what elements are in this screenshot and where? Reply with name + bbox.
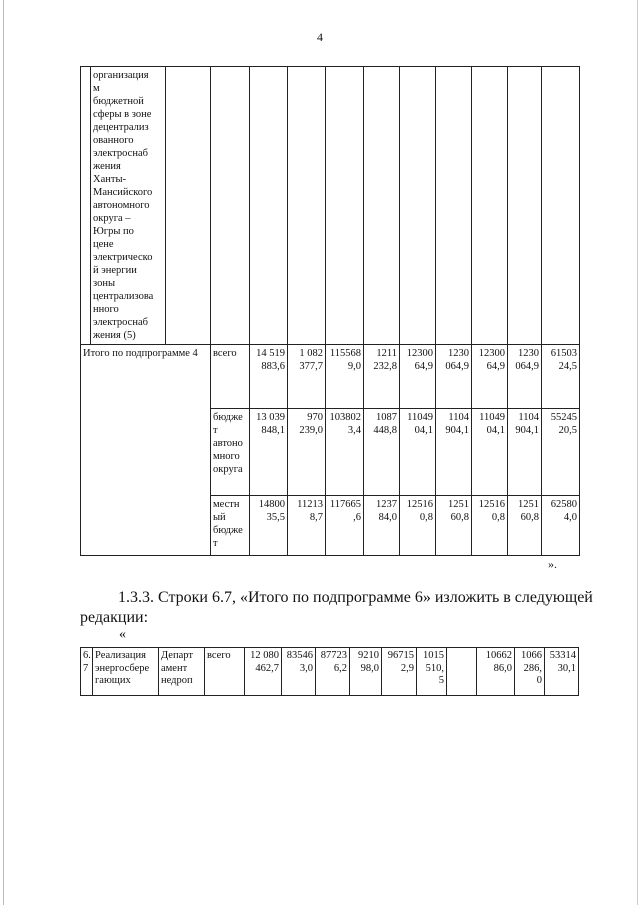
row-label: всего [205,648,245,696]
table-cell: 61503 24,5 [542,345,580,409]
table-cell: 115568 9,0 [326,345,364,409]
table-cell [447,648,477,696]
table-row [81,67,580,345]
table-cell: 83546 3,0 [282,648,316,696]
table-cell: 11049 04,1 [472,409,508,496]
table-cell: 1251 60,8 [508,496,542,556]
table-cell: 12516 0,8 [400,496,436,556]
row-label: местн ый бюдже т [211,496,250,556]
description-line: округа – [93,213,131,224]
description-line: Ханты- [93,174,127,185]
scan-edge-left [3,0,4,905]
description-line: централизова [93,291,154,302]
table-cell [508,67,542,345]
table-cell [250,67,288,345]
paragraph-line: 1.3.3. Строки 6.7, «Итого по подпрограмме 6» изложить в следующей [118,589,593,606]
table-cell: 1230 064,9 [436,345,472,409]
description-line: жения [93,161,121,172]
description-line: нного [93,304,119,315]
table-cell: 1087 448,8 [364,409,400,496]
table-cell: 12300 64,9 [400,345,436,409]
table-cell: 11213 8,7 [288,496,326,556]
row-number: 6. 7 [81,648,93,696]
table-cell: 11049 04,1 [400,409,436,496]
table-cell: 14 519 883,6 [250,345,288,409]
scan-edge-right [637,0,638,905]
description-line: м [93,83,100,94]
table-cell: 1104 904,1 [436,409,472,496]
description-line: организация [93,70,149,81]
total-label: Итого по подпрограмме 4 [81,345,211,556]
page-number: 4 [317,30,323,44]
table-cell: 12516 0,8 [472,496,508,556]
opening-quote: « [119,627,126,642]
row-label: всего [211,345,250,409]
table-cell: 12300 64,9 [472,345,508,409]
description-line: ованного [93,135,134,146]
row-name: Реализация энергосбере гающих [93,648,159,696]
description-line: й энергии [93,265,137,276]
description-line: цене [93,239,114,250]
description-line: автономного [93,200,150,211]
table-cell: 53314 30,1 [545,648,579,696]
table-cell: 9210 98,0 [350,648,382,696]
description-line: электроснаб [93,317,148,328]
table-cell [81,67,91,345]
table-cell: 12 080 462,7 [245,648,282,696]
table-cell: 14800 35,5 [250,496,288,556]
table-cell: 55245 20,5 [542,409,580,496]
table-cell [211,67,250,345]
table-cell [436,67,472,345]
table-cell: 1211 232,8 [364,345,400,409]
row-description [91,67,166,345]
description-line: децентрализ [93,122,149,133]
description-line: Югры по [93,226,134,237]
table-cell: 1 082 377,7 [288,345,326,409]
description-line: жения (5) [93,330,136,341]
description-line: электроснаб [93,148,148,159]
table-cell [400,67,436,345]
table-cell: 13 039 848,1 [250,409,288,496]
row-department: Департ амент недроп [159,648,205,696]
paragraph-line: редакции: [80,609,149,626]
table-cell: 96715 2,9 [382,648,417,696]
subprogram-table [80,647,579,696]
closing-quote: ». [548,557,557,571]
program-table [80,66,580,556]
amendment-paragraph [80,588,593,628]
table-row [81,648,579,696]
table-cell [364,67,400,345]
table-cell: 117665 ,6 [326,496,364,556]
description-line: зоны [93,278,116,289]
table-cell: 1066 286, 0 [515,648,545,696]
table-cell: 62580 4,0 [542,496,580,556]
table-cell [326,67,364,345]
table-cell [288,67,326,345]
table-cell [472,67,508,345]
description-line: электрическо [93,252,153,263]
description-line: бюджетной [93,96,144,107]
table-cell: 103802 3,4 [326,409,364,496]
table-cell: 87723 6,2 [316,648,350,696]
table-cell [166,67,211,345]
table-cell: 1237 84,0 [364,496,400,556]
table-cell [542,67,580,345]
row-label: бюдже т автоно много округа [211,409,250,496]
table-cell: 1251 60,8 [436,496,472,556]
table-row [81,345,580,409]
description-line: сферы в зоне [93,109,152,120]
table-cell: 1015 510, 5 [417,648,447,696]
table-cell: 970 239,0 [288,409,326,496]
table-cell: 1230 064,9 [508,345,542,409]
table-cell: 10662 86,0 [477,648,515,696]
description-line: Мансийского [93,187,153,198]
table-cell: 1104 904,1 [508,409,542,496]
